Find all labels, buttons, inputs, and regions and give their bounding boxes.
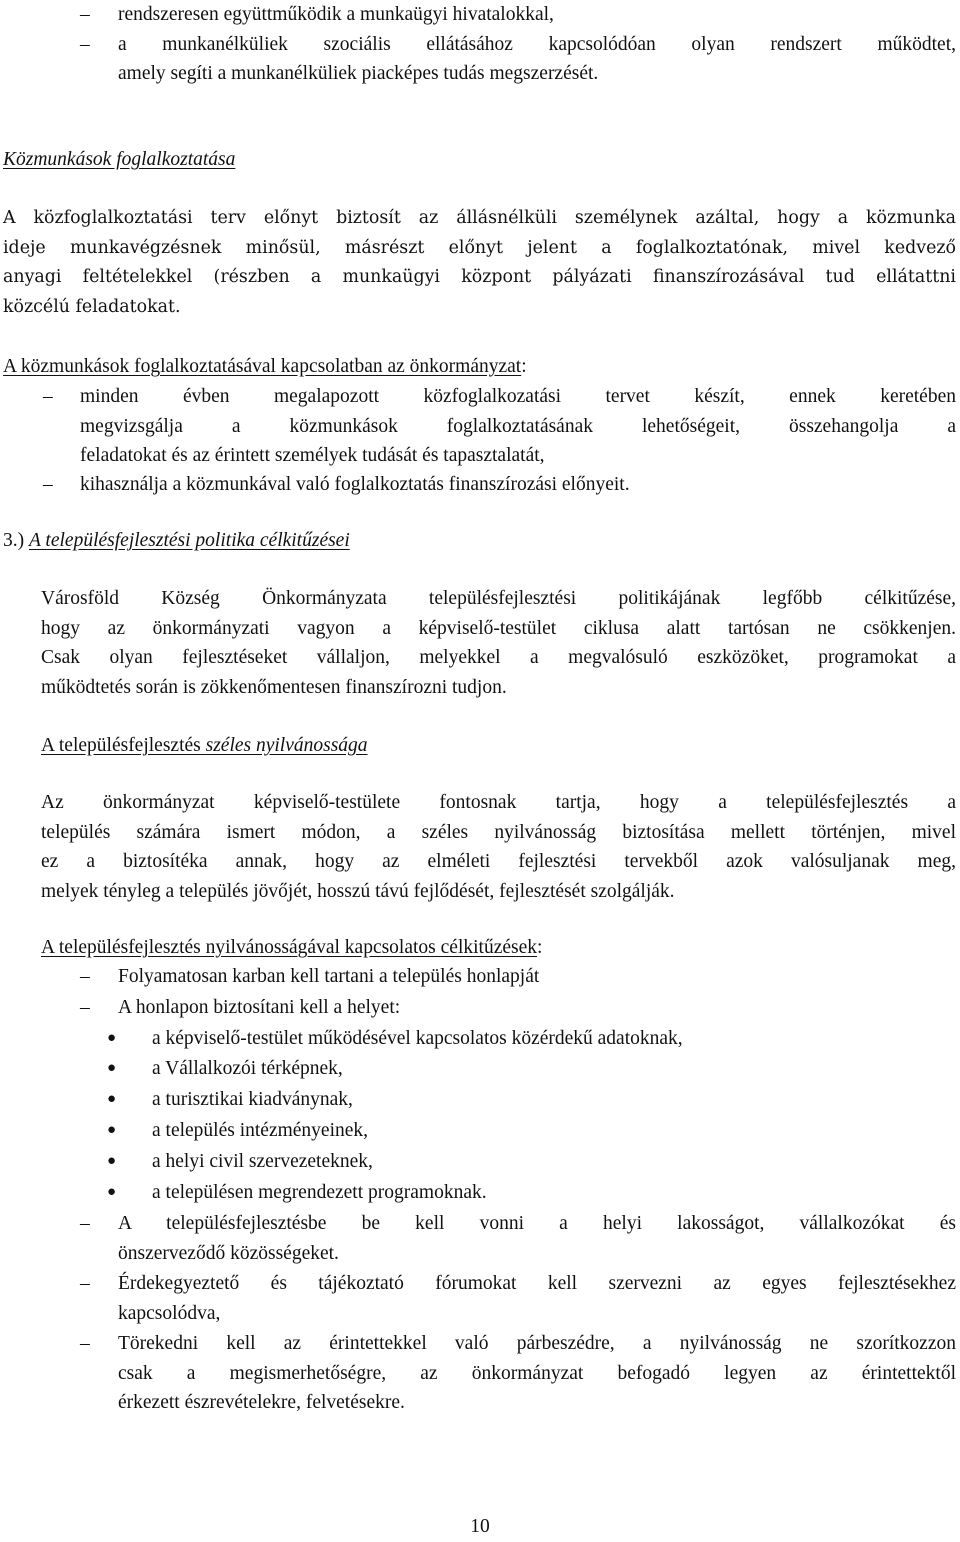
list-item: kihasználja a közmunkával való foglalkoztatás finanszírozási előnyeit. xyxy=(80,474,630,495)
list-intro: A településfejlesztés nyilvánosságával kapcsolatos célkitűzések: xyxy=(41,937,543,958)
paragraph-section-3: Városföld Község Önkormányzata településfejlesztési politikájának legfőbb célkitűzése, hogy az önkormányzati vagyon a képviselő-testület ciklusa alatt tartósan ne csökkenjen. Csak olyan fejlesztéseket vállaljon, melyekkel a megvalósuló eszközöket, programokat a működtetés során is zökkenőmentesen finanszírozni tudjon. xyxy=(41,588,956,698)
bullet-marker: ● xyxy=(107,1060,117,1076)
page-number: 10 xyxy=(470,1516,490,1537)
section-heading-kozmunkasok: Közmunkások foglalkoztatása xyxy=(3,149,236,170)
dash-marker: – xyxy=(80,966,90,987)
dash-marker: – xyxy=(80,34,90,55)
list-item: rendszeresen együttműködik a munkaügyi hivatalokkal, xyxy=(118,4,554,25)
bullet-marker: ● xyxy=(107,1122,117,1138)
list-item: minden évben megalapozott közfoglalkozatási tervet készít, ennek keretében megvizsgálja a közmunkások foglalkoztatásának lehetőségeit, összehangolja a feladatokat és az érintett személyek tudását és tapasztalatát, xyxy=(80,386,956,466)
list-item: A honlapon biztosítani kell a helyet: xyxy=(118,997,401,1018)
list-item-continuation: amely segíti a munkanélküliek piacképes tudás megszerzését. xyxy=(118,63,599,84)
list-item: a munkanélküliek szociális ellátásához kapcsolódóan olyan rendszert működtet, xyxy=(118,34,956,55)
bullet-item: a helyi civil szervezeteknek, xyxy=(152,1151,373,1172)
section-3-heading xyxy=(3,526,350,556)
dash-marker: – xyxy=(80,997,90,1018)
list-item: Törekedni kell az érintettekkel való párbeszédre, a nyilvánosság ne szorítkozzon csak a megismerhetőségre, az önkormányzat befogadó legyen az érintettektől érkezett észrevételekre, felvetésekre. xyxy=(118,1333,956,1413)
section-number: 3.) xyxy=(3,530,25,551)
dash-marker: – xyxy=(80,1333,90,1354)
bullet-marker: ● xyxy=(107,1153,117,1169)
list-item: Érdekegyeztető és tájékoztató fórumokat kell szervezni az egyes fejlesztésekhez kapcsolódva, xyxy=(118,1273,956,1324)
list-intro: A közmunkások foglalkoztatásával kapcsolatban az önkormányzat: xyxy=(3,356,527,377)
bullet-item: a képviselő-testület működésével kapcsolatos közérdekű adatoknak, xyxy=(152,1028,683,1049)
bullet-marker: ● xyxy=(107,1091,117,1107)
dash-marker: – xyxy=(43,474,53,495)
bullet-item: a turisztikai kiadványnak, xyxy=(152,1089,353,1110)
bullet-item: a Vállalkozói térképnek, xyxy=(152,1058,343,1079)
dash-marker: – xyxy=(43,386,53,407)
dash-marker: – xyxy=(80,4,90,25)
bullet-item: a településen megrendezett programoknak. xyxy=(152,1182,487,1203)
paragraph-kozmunka: A közfoglalkoztatási terv előnyt biztosít az állásnélküli személynek azáltal, hogy a közmunka ideje munkavégzésnek minősül, másrészt előnyt jelent a foglalkoztatónak, mivel kedvező anyagi feltételekkel (részben a munkaügyi központ pályázati finanszírozásával tud ellátattni közcélú feladatokat. xyxy=(3,208,956,317)
section-heading-nyilvanossag: A településfejlesztés széles nyilvánossága xyxy=(41,735,368,756)
bullet-marker: ● xyxy=(107,1184,117,1200)
section-title: A településfejlesztési politika célkitűzései xyxy=(29,530,350,551)
paragraph-nyilvanossag: Az önkormányzat képviselő-testülete fontosnak tartja, hogy a településfejlesztés a település számára ismert módon, a széles nyilvánosság biztosítása mellett történjen, mivel ez a biztosítéka annak, hogy az elméleti fejlesztési tervekből azok valósuljanak meg, melyek tényleg a település jövőjét, hosszú távú fejlődését, fejlesztését szolgálják. xyxy=(41,792,956,902)
bullet-item: a település intézményeinek, xyxy=(152,1120,369,1141)
dash-marker: – xyxy=(80,1213,90,1234)
bullet-marker: ● xyxy=(107,1030,117,1046)
dash-marker: – xyxy=(80,1273,90,1294)
list-item: Folyamatosan karban kell tartani a település honlapját xyxy=(118,966,540,987)
list-item: A településfejlesztésbe be kell vonni a helyi lakosságot, vállalkozókat és önszerveződő közösségeket. xyxy=(118,1213,956,1264)
